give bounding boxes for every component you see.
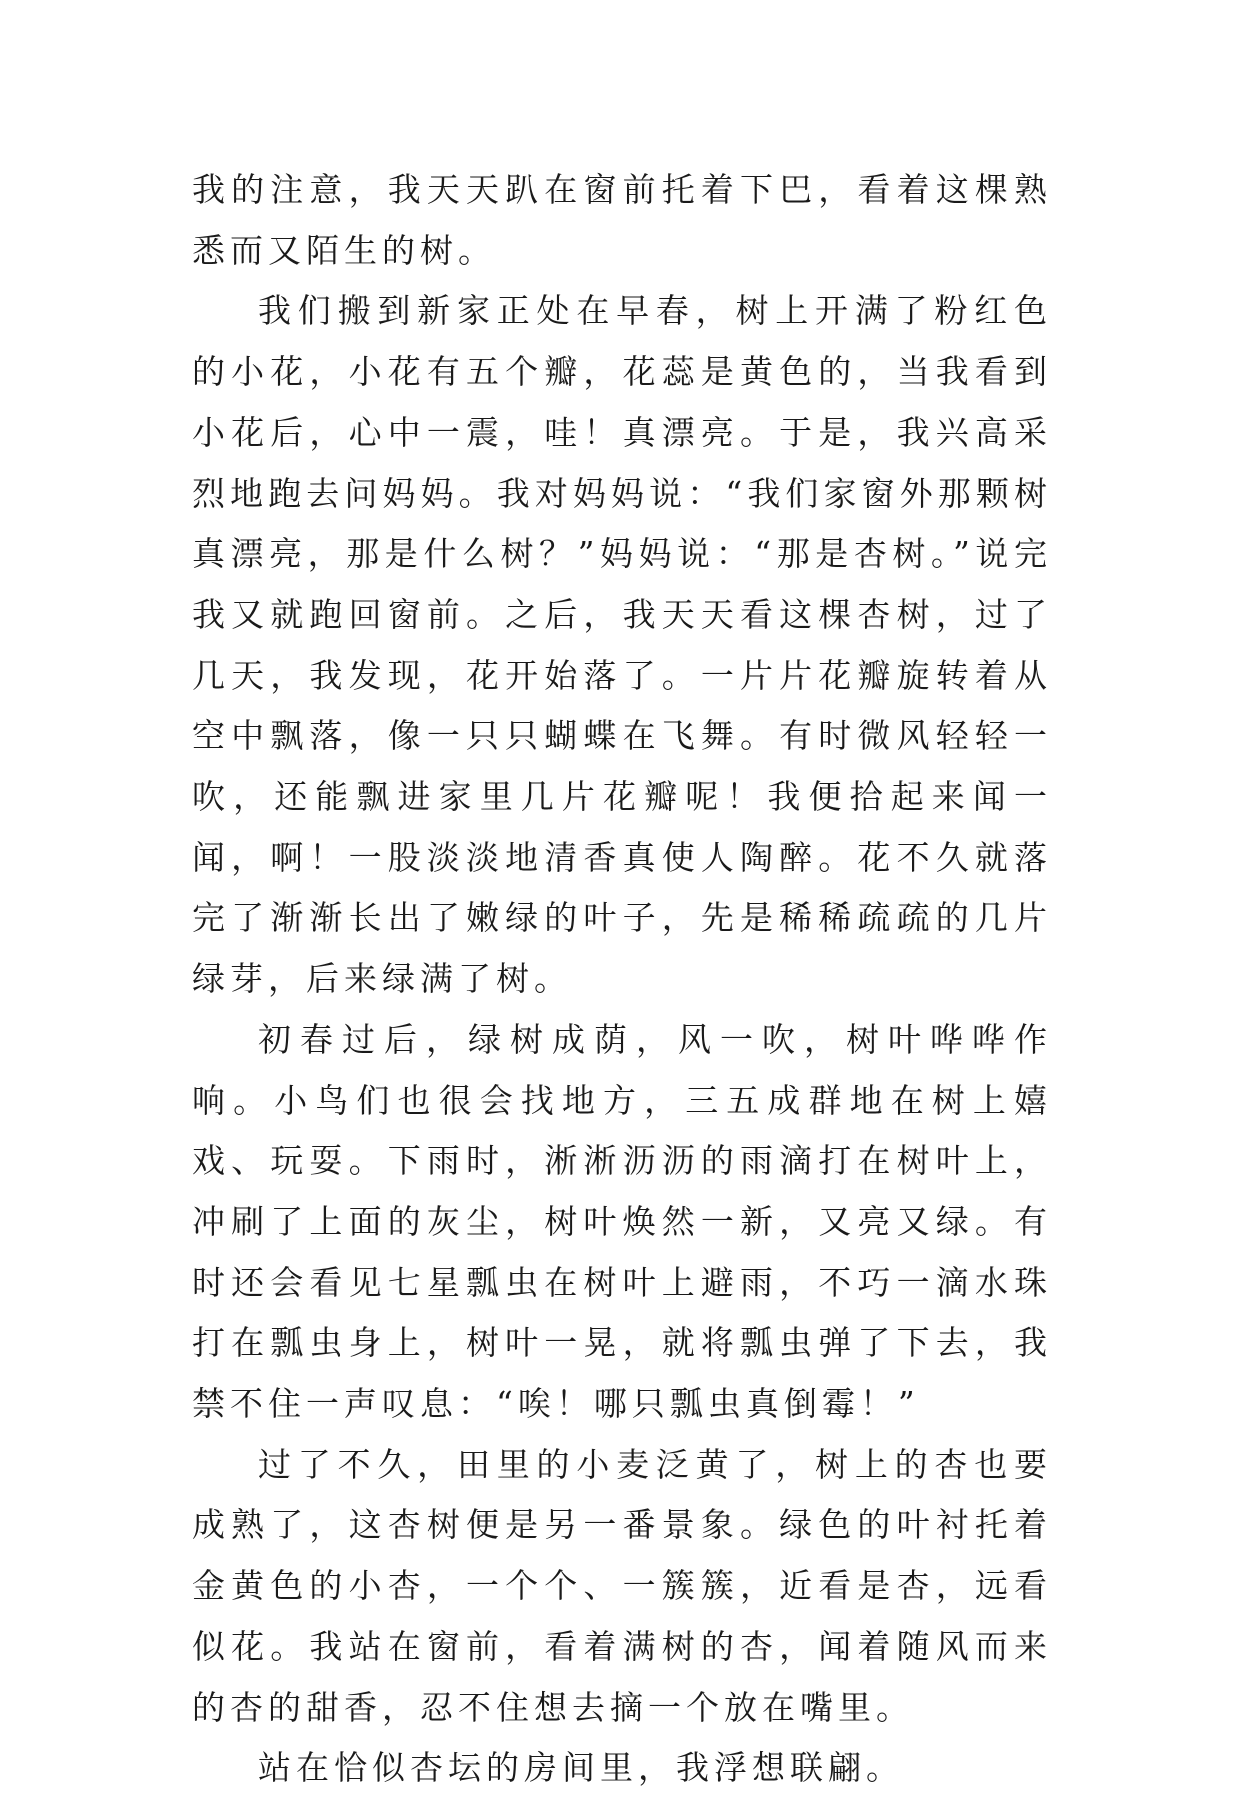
article-body <box>192 160 1052 1799</box>
paragraph-3: 初春过后，绿树成荫，风一吹，树叶哗哗作响。小鸟们也很会找地方，三五成群地在树上嬉戏、玩耍。下雨时，淅淅沥沥的雨滴打在树叶上，冲刷了上面的灰尘，树叶焕然一新，又亮又绿。有时还会看见七星瓢虫在树叶上避雨，不巧一滴水珠打在瓢虫身上，树叶一晃，就将瓢虫弹了下去，我禁不住一声叹息：“唉！哪只瓢虫真倒霉！” <box>192 1019 1052 1424</box>
paragraph-4: 过了不久，田里的小麦泛黄了，树上的杏也要成熟了，这杏树便是另一番景象。绿色的叶衬托着金黄色的小杏，一个个、一簇簇，近看是杏，远看似花。我站在窗前，看着满树的杏，闻着随风而来的杏的甜香，忍不住想去摘一个放在嘴里。 <box>192 1444 1052 1727</box>
paragraph-1: 我的注意，我天天趴在窗前托着下巴，看着这棵熟悉而又陌生的树。 <box>192 170 1052 270</box>
paragraph-5: 站在恰似杏坛的房间里，我浮想联翩。 <box>258 1748 904 1788</box>
paragraph-2: 我们搬到新家正处在早春，树上开满了粉红色的小花，小花有五个瓣，花蕊是黄色的，当我看到小花后，心中一震，哇！真漂亮。于是，我兴高采烈地跑去问妈妈。我对妈妈说：“我们家窗外那颗树真漂亮，那是什么树？”妈妈说：“那是杏树。”说完我又就跑回窗前。之后，我天天看这棵杏树，过了几天，我发现，花开始落了。一片片花瓣旋转着从空中飘落，像一只只蝴蝶在飞舞。有时微风轻轻一吹，还能飘进家里几片花瓣呢！我便拾起来闻一闻，啊！一股淡淡地清香真使人陶醉。花不久就落完了渐渐长出了嫩绿的叶子，先是稀稀疏疏的几片绿芽，后来绿满了树。 <box>192 291 1052 999</box>
